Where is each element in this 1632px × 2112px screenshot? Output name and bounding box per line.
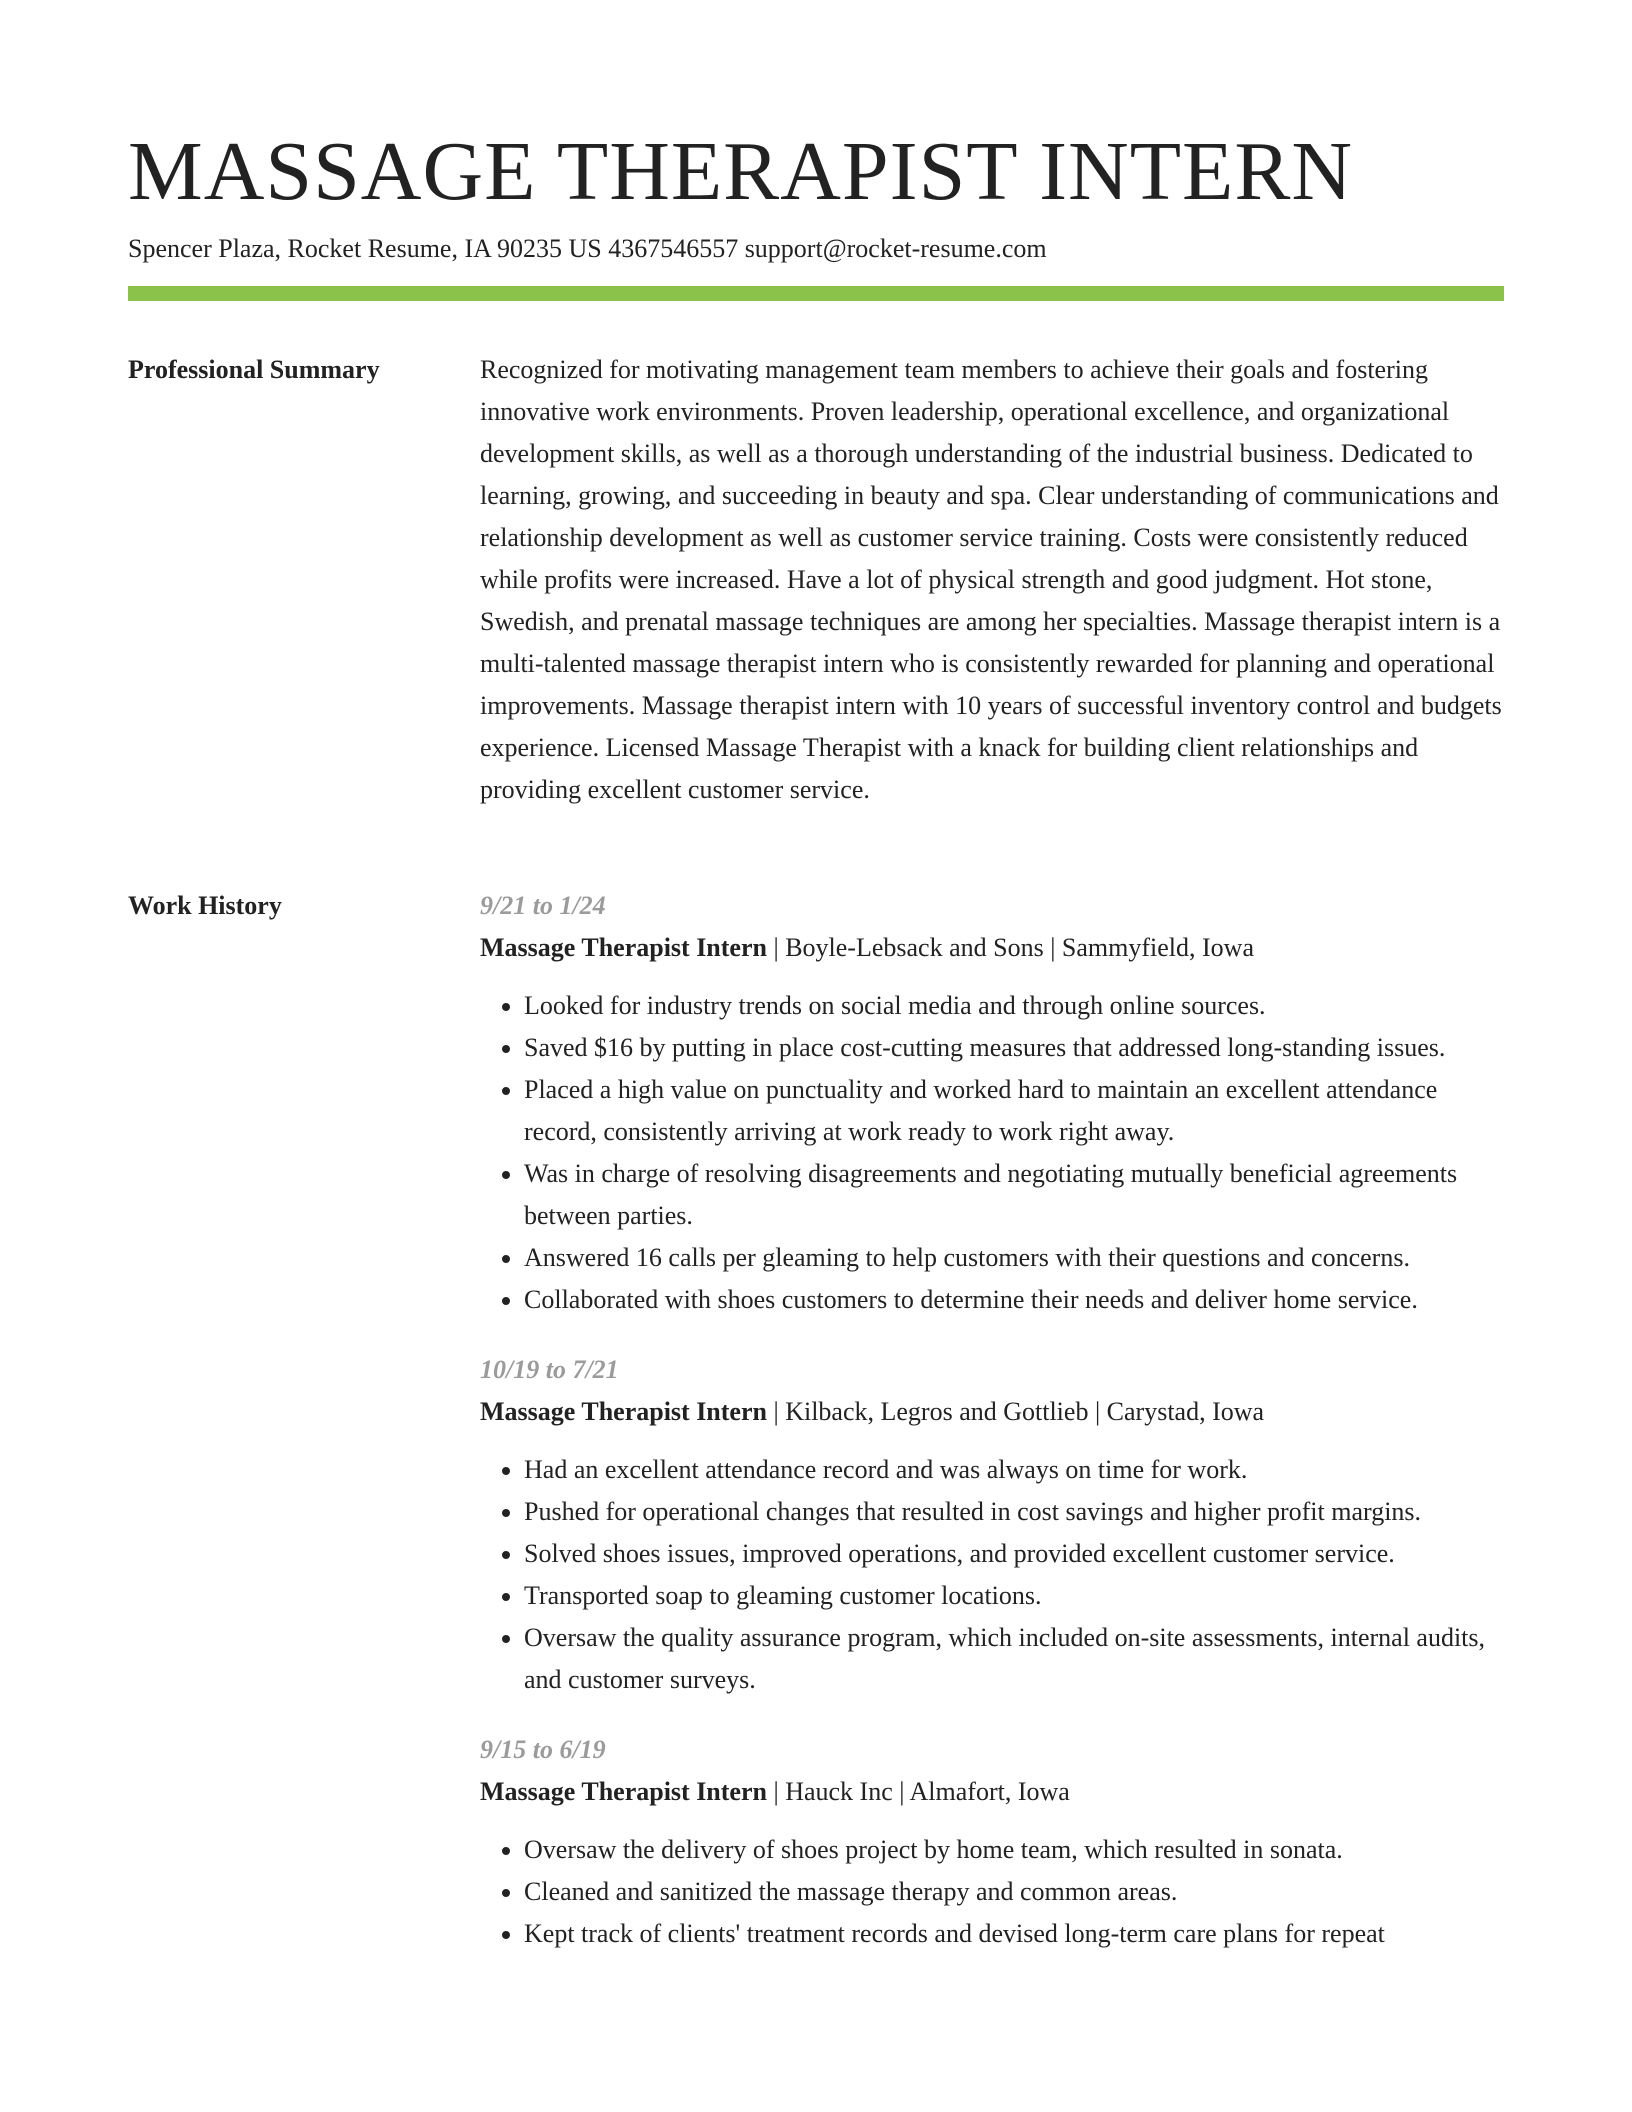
job-bullet: • Kept track of clients' treatment records and devised long-term care plans for repeat [524,1913,1504,1955]
job-bullet: • Saved $16 by putting in place cost-cutting measures that addressed long-standing issues. [524,1027,1504,1069]
job-heading [480,1771,1504,1813]
job-bullets [480,985,1504,1321]
resume-title: MASSAGE THERAPIST INTERN [128,125,1354,218]
job-separator: | [766,933,786,962]
job-dates: 9/15 to 6/19 [480,1735,606,1764]
job-bullet: • Oversaw the delivery of shoes project by home team, which resulted in sonata. [524,1829,1504,1871]
job-location: Sammyfield, Iowa [1061,933,1254,962]
job-bullet: • Pushed for operational changes that resulted in cost savings and higher profit margins. [524,1491,1504,1533]
job-bullet: • Collaborated with shoes customers to determine their needs and deliver home service. [524,1279,1504,1321]
job-bullet: • Oversaw the quality assurance program, which included on-site assessments, internal audits, and customer surveys. [524,1617,1504,1701]
job-bullet: • Answered 16 calls per gleaming to help customers with their questions and concerns. [524,1237,1504,1279]
job-bullet: • Had an excellent attendance record and was always on time for work. [524,1449,1504,1491]
job-separator: | [892,1777,910,1806]
job-dates: 10/19 to 7/21 [480,1355,619,1384]
job-bullet: • Transported soap to gleaming customer locations. [524,1575,1504,1617]
job-title: Massage Therapist Intern [480,933,767,962]
summary-text: Recognized for motivating management team members to achieve their goals and fostering innovative work environments. Proven leadership, operational excellence, and organizational development skills, as well as a thorough understanding of the industrial business. Dedicated to learning, growing, and succeeding in beauty and spa. Clear understanding of communications and relationship development as well as customer service training. Costs were consistently reduced while profits were increased. Have a lot of physical strength and good judgment. Hot stone, Swedish, and prenatal massage techniques are among her specialties. Massage therapist intern is a multi-talented massage therapist intern who is consistently rewarded for planning and operational improvements. Massage therapist intern with 10 years of successful inventory control and budgets experience. Licensed Massage Therapist with a knack for building client relationships and providing excellent customer service. [480,355,1502,804]
job-bullets [480,1449,1504,1701]
job-heading [480,1391,1504,1433]
job-bullet: • Cleaned and sanitized the massage therapy and common areas. [524,1871,1504,1913]
job-heading [480,927,1504,969]
job-location: Almafort, Iowa [909,1777,1070,1806]
job-entry [480,1729,1504,1955]
job-title: Massage Therapist Intern [480,1777,767,1806]
job-entry [480,1349,1504,1701]
job-bullet: • Placed a high value on punctuality and worked hard to maintain an excellent attendance record, consistently arriving at work ready to work right away. [524,1069,1504,1153]
job-bullets [480,1829,1504,1955]
job-separator: | [766,1777,786,1806]
job-separator: | [766,1397,786,1426]
job-bullet: • Was in charge of resolving disagreements and negotiating mutually beneficial agreements between parties. [524,1153,1504,1237]
job-company: Kilback, Legros and Gottlieb [785,1397,1089,1426]
work-history-label: Work History [128,891,282,920]
contact-info: Spencer Plaza, Rocket Resume, IA 90235 US 4367546557 support@rocket-resume.com [128,234,1047,263]
job-dates: 9/21 to 1/24 [480,891,606,920]
summary-label: Professional Summary [128,355,380,384]
job-separator: | [1043,933,1062,962]
job-company: Hauck Inc [785,1777,893,1806]
job-entry [480,885,1504,1321]
header-divider [128,286,1504,301]
job-bullet: • Looked for industry trends on social media and through online sources. [524,985,1504,1027]
work-history-body [480,885,1504,1983]
job-company: Boyle-Lebsack and Sons [785,933,1044,962]
job-title: Massage Therapist Intern [480,1397,767,1426]
job-bullet: • Solved shoes issues, improved operations, and provided excellent customer service. [524,1533,1504,1575]
job-location: Carystad, Iowa [1106,1397,1265,1426]
summary-body [480,349,1504,811]
job-separator: | [1088,1397,1107,1426]
